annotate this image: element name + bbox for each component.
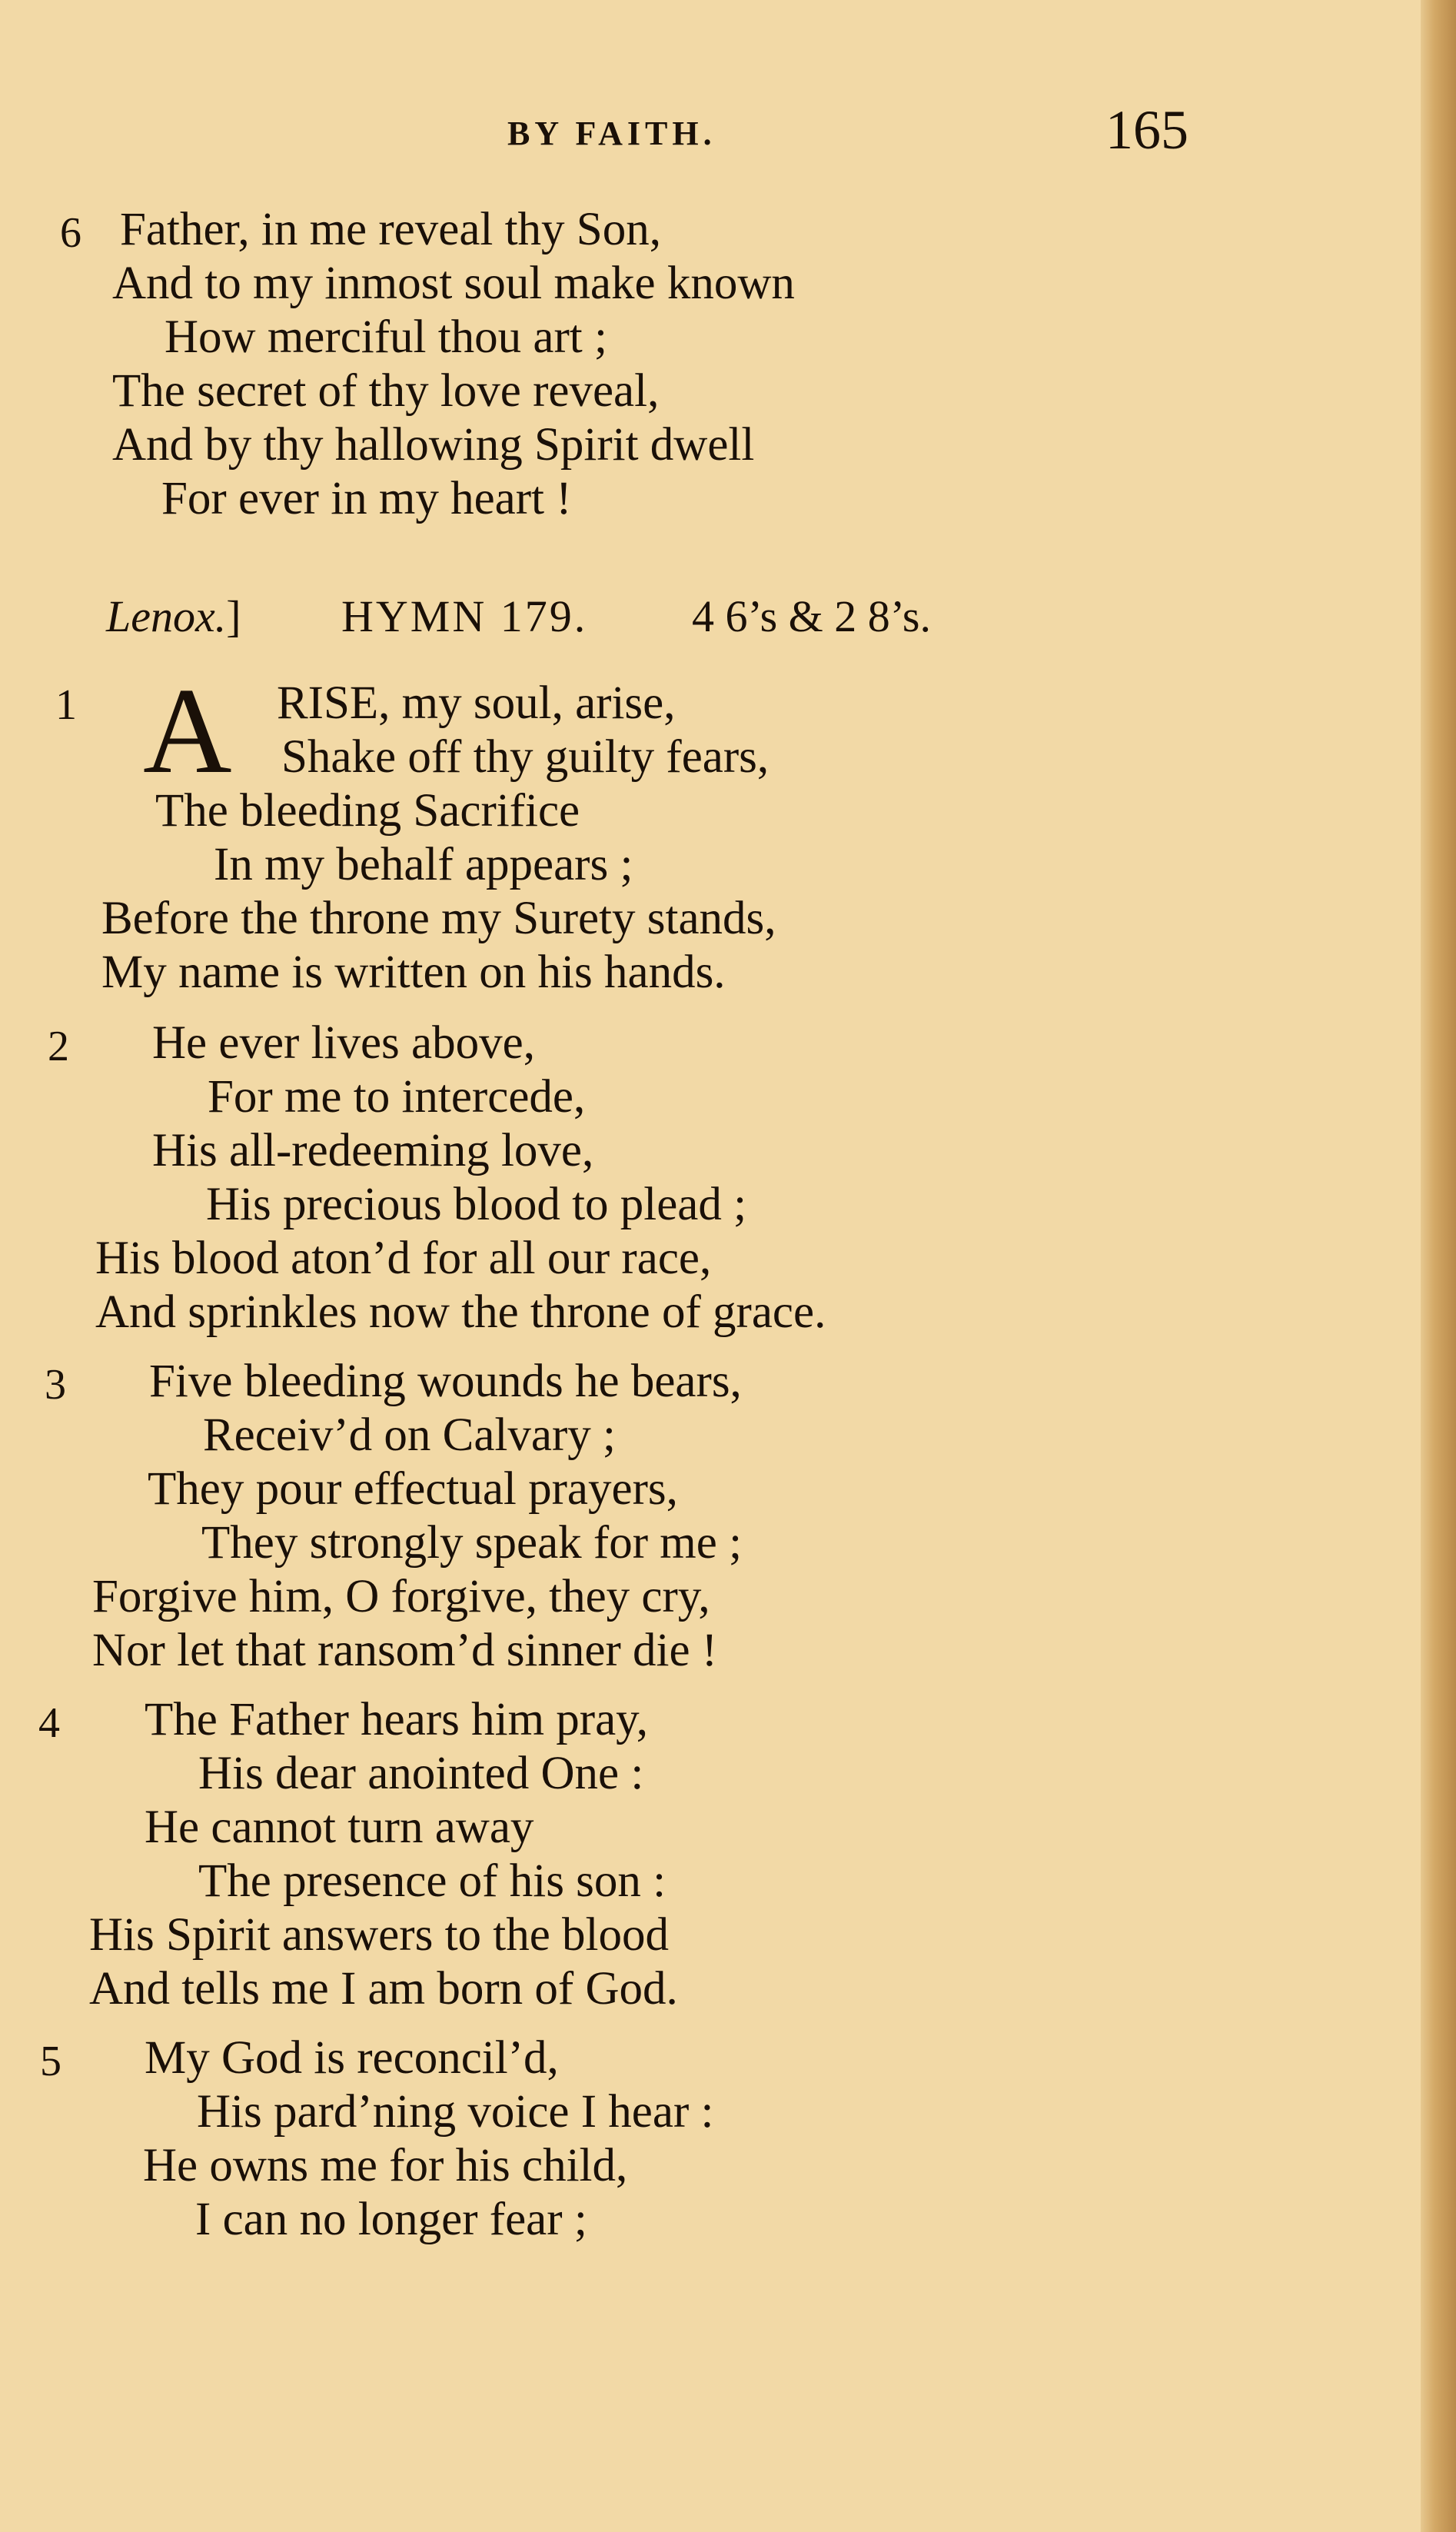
verse-line: Nor let that ransom’d sinner die ! (92, 1625, 718, 1676)
stanza-number: 6 (60, 209, 81, 257)
verse-line: And by thy hallowing Spirit dwell (112, 419, 755, 471)
verse-line: His precious blood to plead ; (206, 1179, 747, 1230)
verse-line: They strongly speak for me ; (201, 1517, 743, 1569)
stanza-number: 4 (38, 1699, 60, 1747)
verse-line: Shake off thy guilty fears, (281, 731, 770, 783)
stanza-number: 1 (55, 681, 77, 729)
verse-line: And tells me I am born of God. (89, 1963, 678, 2015)
verse-line: I can no longer fear ; (195, 2194, 587, 2245)
verse-line: The presence of his son : (198, 1855, 667, 1907)
verse-line: Before the throne my Surety stands, (101, 893, 776, 944)
drop-cap: A (143, 662, 232, 799)
verse-line: For ever in my heart ! (161, 473, 572, 524)
verse-line: Father, in me reveal thy Son, (120, 204, 661, 255)
page-edge (1421, 0, 1456, 2532)
verse-line: He cannot turn away (145, 1802, 534, 1853)
stanza-number: 3 (45, 1361, 66, 1409)
verse-line: RISE, my soul, arise, (277, 677, 676, 729)
verse-line: The bleeding Sacrifice (155, 785, 580, 837)
stanza-number: 5 (40, 2038, 61, 2085)
verse-line: His pard’ning voice I hear : (197, 2086, 714, 2138)
verse-line: My God is reconcil’d, (145, 2032, 559, 2084)
hymn-heading (0, 586, 1456, 647)
verse-line: His all-redeeming love, (152, 1125, 594, 1176)
page-number: 165 (1105, 99, 1188, 161)
verse-line: And sprinkles now the throne of grace. (95, 1286, 826, 1338)
hymn-meter: 4 6’s & 2 8’s. (692, 591, 931, 641)
verse-line: His blood aton’d for all our race, (95, 1233, 712, 1284)
verse-line: The secret of thy love reveal, (112, 365, 660, 417)
verse-line: He ever lives above, (152, 1017, 535, 1069)
verse-line: For me to intercede, (208, 1071, 586, 1123)
running-head: BY FAITH. (507, 115, 716, 152)
verse-line: They pour effectual prayers, (148, 1463, 678, 1515)
verse-line: He owns me for his child, (143, 2140, 628, 2191)
verse-line: The Father hears him pray, (145, 1694, 648, 1745)
verse-line: Receiv’d on Calvary ; (203, 1409, 616, 1461)
verse-line: Forgive him, O forgive, they cry, (92, 1571, 710, 1622)
verse-line: In my behalf appears ; (214, 839, 633, 890)
verse-line: My name is written on his hands. (101, 947, 726, 998)
page-header (0, 98, 1456, 168)
stanza-number: 2 (48, 1023, 69, 1070)
verse-line: His Spirit answers to the blood (89, 1909, 669, 1961)
hymn-title: HYMN 179. (341, 591, 588, 641)
verse-line: How merciful thou art ; (165, 311, 607, 363)
verse-line: Five bleeding wounds he bears, (149, 1356, 742, 1407)
verse-line: And to my inmost soul make known (112, 258, 795, 309)
tune-name: Lenox.] (106, 591, 241, 641)
verse-line: His dear anointed One : (198, 1748, 644, 1799)
